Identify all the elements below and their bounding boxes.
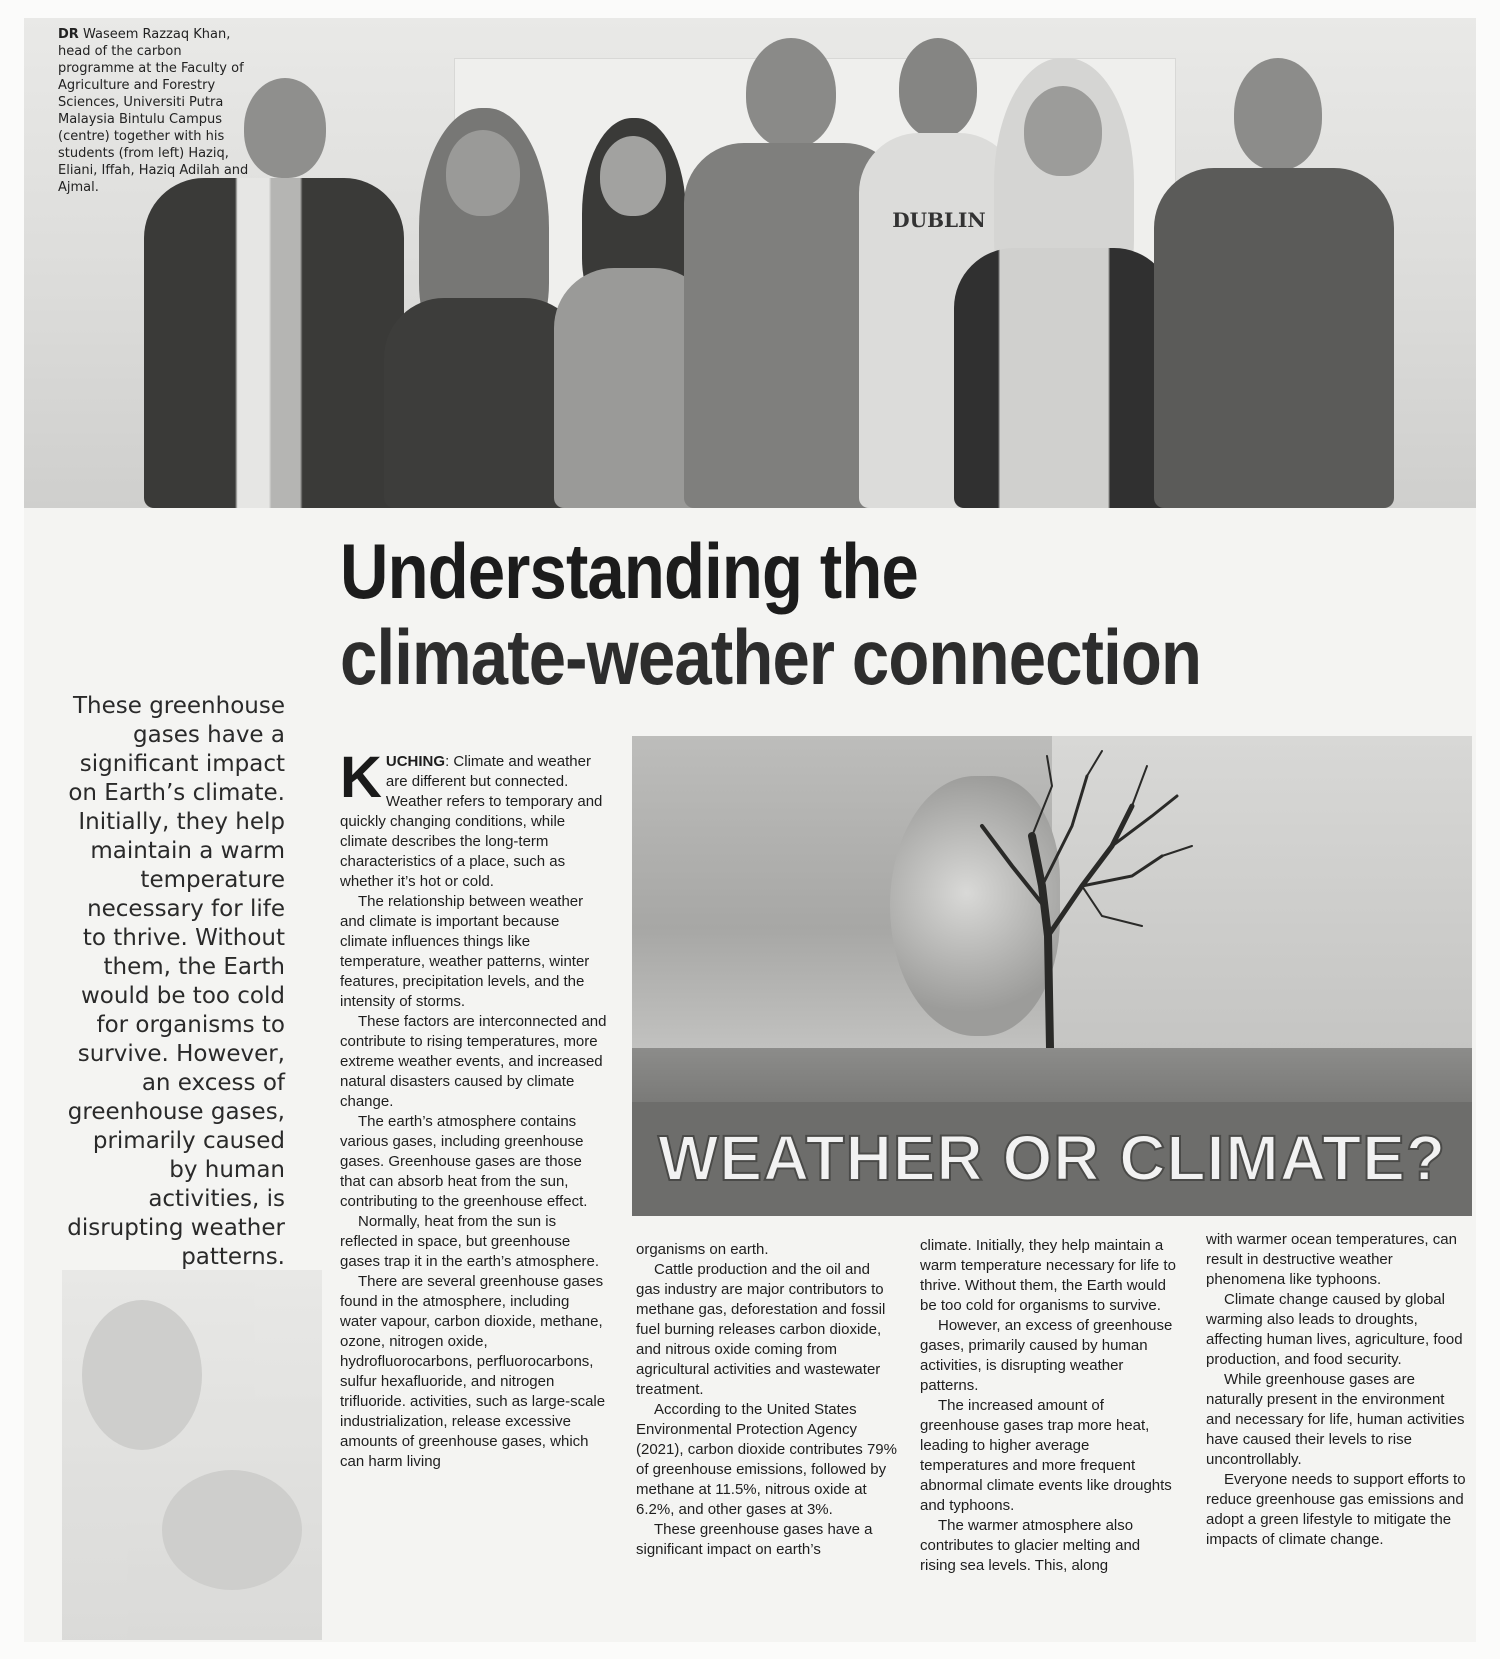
col4-p3: While greenhouse gases are naturally present in the environment and necessary for life, human activities have caused their levels to rise uncontrollably. [1206, 1371, 1465, 1468]
col4-p1: with warmer ocean temperatures, can result in destructive weather phenomena like typhoons. [1206, 1231, 1457, 1288]
headline-line-1: Understanding the [340, 527, 918, 615]
decorative-photo-strip [62, 1270, 322, 1640]
col3-p2: However, an excess of greenhouse gases, primarily caused by human activities, is disrupting weather patterns. [920, 1317, 1173, 1394]
col2-p1: organisms on earth. [636, 1241, 769, 1258]
banner-title: WEATHER OR CLIMATE? [657, 1122, 1447, 1194]
article-column-1 [340, 745, 610, 1472]
bare-tree-half [632, 736, 1472, 1066]
col1-p5: Normally, heat from the sun is reflected in space, but greenhouse gases trap it in the earth’s atmosphere. [340, 1213, 600, 1270]
article-lead-paragraph [340, 745, 610, 892]
headline-line-2: climate-weather connection [340, 613, 1202, 701]
col3-p3: The increased amount of greenhouse gases trap more heat, leading to higher average temperatures and more frequent abnormal climate events like droughts and typhoons. [920, 1397, 1172, 1514]
article-column-3 [920, 1236, 1180, 1576]
col1-p1: : Climate and weather are different but connected. Weather refers to temporary and quickly changing conditions, while climate describes the long-term characteristics of a place, such as whether it’s hot or cold. [340, 753, 603, 890]
col1-p2: The relationship between weather and climate is important because climate influences things like temperature, weather patterns, winter features, precipitation levels, and the intensity of storms. [340, 893, 590, 1010]
person-ajmal [1154, 58, 1394, 508]
col2-p2: Cattle production and the oil and gas industry are major contributors to methane gas, deforestation and fossil fuel burning releases carbon dioxide, and nitrous oxide coming from agricultural activities and wastewater treatment. [636, 1261, 886, 1398]
article-column-2 [636, 1240, 898, 1560]
col1-p4: The earth’s atmosphere contains various gases, including greenhouse gases. Greenhouse gases are those that can absorb heat from the sun, contributing to the greenhouse effect. [340, 1113, 588, 1210]
photo-caption [58, 26, 258, 196]
ground-strip [632, 1048, 1472, 1102]
col1-p6: There are several greenhouse gases found in the atmosphere, including water vapour, carbon dioxide, methane, ozone, nitrogen oxide, hydrofluorocarbons, perfluorocarbons, sulfur hexafluoride, and nitrogen trifluoride. activities, such as large-scale industrialization, release excessive amounts of greenhouse gases, which can harm living [340, 1273, 606, 1470]
article-headline [340, 528, 1312, 700]
col3-p1: climate. Initially, they help maintain a warm temperature necessary for life to thrive. Without them, the Earth would be too cold for organisms to survive. [920, 1237, 1176, 1314]
col2-p3: According to the United States Environmental Protection Agency (2021), carbon dioxide contributes 79% of greenhouse emissions, followed by methane at 11.5%, nitrous oxide at 6.2%, and other gases at 3%. [636, 1401, 897, 1518]
col3-p4: The warmer atmosphere also contributes to glacier melting and rising sea levels. This, along [920, 1517, 1141, 1574]
caption-lead: DR [58, 27, 79, 42]
col1-p3: These factors are interconnected and contribute to rising temperatures, more extreme weather events, and increased natural disasters caused by climate change. [340, 1013, 607, 1110]
col4-p4: Everyone needs to support efforts to reduce greenhouse gas emissions and adopt a green lifestyle to mitigate the impacts of climate change. [1206, 1471, 1466, 1548]
weather-or-climate-illustration [632, 736, 1472, 1216]
col4-p2: Climate change caused by global warming also leads to droughts, affecting human lives, agriculture, food production, and food security. [1206, 1291, 1463, 1368]
person-adilah [954, 58, 1174, 508]
dateline: UCHING [385, 753, 446, 770]
article-column-4 [1206, 1230, 1468, 1550]
hoodie-text: DUBLIN [892, 208, 986, 232]
caption-text: Waseem Razzaq Khan, head of the carbon programme at the Faculty of Agriculture and Forestry Sciences, Universiti Putra Malaysia Bintulu Campus (centre) together with his students (from left) Haziq, Eliani, Iffah, Haziq Adilah and Ajmal. [58, 27, 249, 195]
drop-cap: K [340, 745, 382, 810]
pull-quote: These greenhouse gases have a significant impact on Earth’s climate. Initially, they help maintain a warm temperature necessary for life to thrive. Without them, the Earth would be too cold for organisms to survive. However, an excess of greenhouse gases, primarily caused by human activities, is disrupting weather patterns. [67, 693, 285, 1270]
col2-p4: These greenhouse gases have a significant impact on earth’s [636, 1521, 873, 1558]
